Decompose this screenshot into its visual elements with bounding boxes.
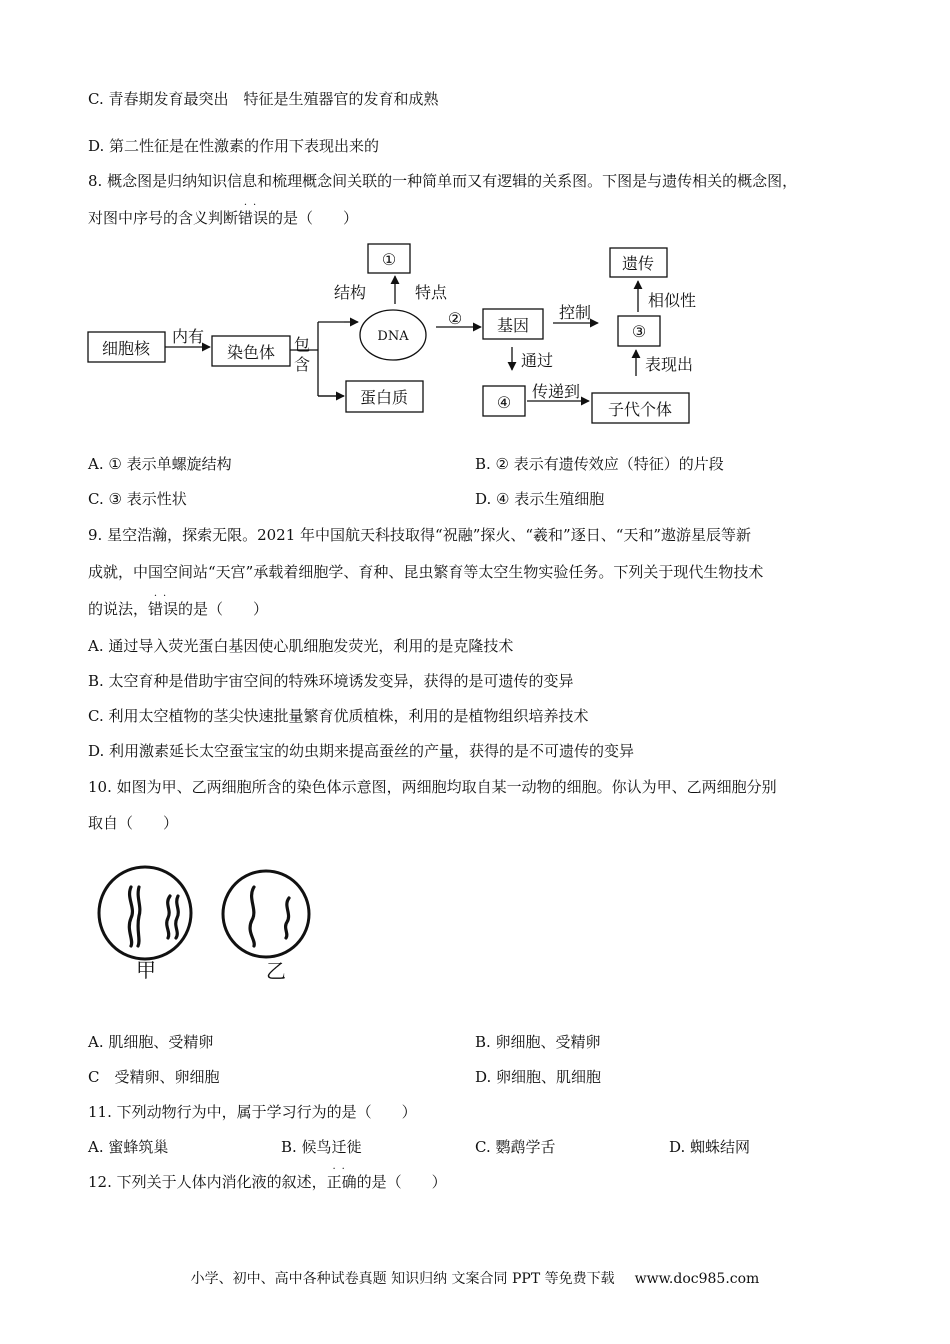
footer-text: 小学、初中、高中各种试卷真题 知识归纳 文案合同 PPT 等免费下载 — [190, 1271, 615, 1287]
footer-url[interactable]: www.doc985.com — [634, 1271, 760, 1287]
q9-stem-blank: 的是（ ） — [178, 600, 269, 618]
label-dna: DNA — [377, 329, 409, 344]
label-include-b: 含 — [293, 355, 311, 374]
q8-option-b: B. ② 表示有遗传效应（特征）的片段 — [475, 455, 724, 473]
q12-stem-text: 12. 下列关于人体内消化液的叙述， — [88, 1173, 327, 1191]
label-heredity: 遗传 — [621, 254, 655, 273]
q9-option-d: D. 利用激素延长太空蚕宝宝的幼虫期来提高蚕丝的产量，获得的是不可遗传的变异 — [88, 742, 635, 760]
q10-option-a: A. 肌细胞、受精卵 — [88, 1033, 214, 1051]
label-through: 通过 — [520, 351, 554, 370]
page-footer — [0, 1268, 950, 1288]
q9-stem-line1: 9. 星空浩瀚，探索无限。2021 年中国航天科技取得“祝融”探火、“羲和”逐日、“天和”遨游星辰等新 — [88, 526, 752, 544]
label-gene: 基因 — [496, 316, 530, 335]
label-chromosome: 染色体 — [226, 343, 276, 362]
q9-option-c: C. 利用太空植物的茎尖快速批量繁育优质植株，利用的是植物组织培养技术 — [88, 707, 589, 725]
q12-stem — [88, 1161, 447, 1192]
label-n3: ③ — [631, 322, 647, 341]
emphasis-word: .. 错误 — [238, 197, 269, 227]
label-n4: ④ — [496, 393, 512, 412]
q9-option-a: A. 通过导入荧光蛋白基因使心肌细胞发荧光，利用的是克隆技术 — [88, 637, 514, 655]
label-protein: 蛋白质 — [359, 388, 409, 407]
q10-option-d: D. 卵细胞、肌细胞 — [475, 1068, 602, 1086]
q11-stem: 11. 下列动物行为中，属于学习行为的是（ ） — [88, 1103, 417, 1121]
label-similarity: 相似性 — [647, 291, 697, 310]
label-contains: 内有 — [171, 327, 205, 346]
label-offspring: 子代个体 — [607, 400, 673, 419]
q9-option-b: B. 太空育种是借助宇宙空间的特殊环境诱发变异，获得的是可遗传的变异 — [88, 672, 574, 690]
q11-option-d: D. 蜘蛛结网 — [669, 1138, 751, 1156]
q10-stem-line2: 取自（ ） — [88, 814, 179, 832]
label-n1: ① — [381, 250, 397, 269]
q10-option-b: B. 卵细胞、受精卵 — [475, 1033, 601, 1051]
q8-stem-text: 对图中序号的含义判断 — [88, 209, 239, 227]
genetics-concept-map — [0, 0, 950, 440]
q7-option-d: D. 第二性征是在性激素的作用下表现出来的 — [88, 137, 380, 155]
q8-option-d: D. ④ 表示生殖细胞 — [475, 490, 605, 508]
q9-stem-line2: 成就，中国空间站“天宫”承载着细胞学、育种、昆虫繁育等太空生物实验任务。下列关于现代生物技术 — [88, 563, 764, 581]
label-pass-to: 传递到 — [531, 382, 581, 401]
q8-option-a: A. ① 表示单螺旋结构 — [88, 455, 232, 473]
label-expressed: 表现出 — [644, 355, 694, 374]
emphasis-word: .. 错误 — [148, 588, 179, 618]
q11-option-a: A. 蜜蜂筑巢 — [88, 1138, 169, 1156]
label-n2: ② — [447, 309, 463, 328]
q10-option-c: C 受精卵、卵细胞 — [88, 1068, 220, 1086]
label-structure: 结构 — [333, 283, 367, 302]
label-control: 控制 — [558, 303, 592, 322]
cell-b-outline — [223, 871, 309, 957]
q11-option-b: B. 候鸟迁徙 — [281, 1138, 362, 1156]
q11-option-c: C. 鹦鹉学舌 — [475, 1138, 556, 1156]
q8-option-c: C. ③ 表示性状 — [88, 490, 187, 508]
q8-stem-blank: 的是（ ） — [268, 209, 359, 227]
cell-b-label: 乙 — [266, 959, 286, 983]
label-feature: 特点 — [414, 283, 448, 302]
q9-stem-line3 — [88, 588, 269, 619]
q8-stem-line1: 8. 概念图是归纳知识信息和梳理概念间关联的一种简单而又有逻辑的关系图。下图是与遗传相关的概念图， — [88, 172, 798, 190]
q10-stem-line1: 10. 如图为甲、乙两细胞所含的染色体示意图，两细胞均取自某一动物的细胞。你认为甲、乙两细胞分别 — [88, 778, 777, 796]
emphasis-word: .. 正确 — [326, 1161, 357, 1191]
cell-a-label: 甲 — [136, 958, 156, 982]
label-include-a: 包 — [293, 335, 311, 354]
chromosome-figure — [0, 840, 950, 1000]
q12-stem-blank: 的是（ ） — [356, 1173, 447, 1191]
q9-stem-text: 的说法， — [88, 600, 149, 618]
label-nucleus: 细胞核 — [101, 339, 151, 358]
q7-option-c: C. 青春期发育最突出 特征是生殖器官的发育和成熟 — [88, 90, 439, 108]
